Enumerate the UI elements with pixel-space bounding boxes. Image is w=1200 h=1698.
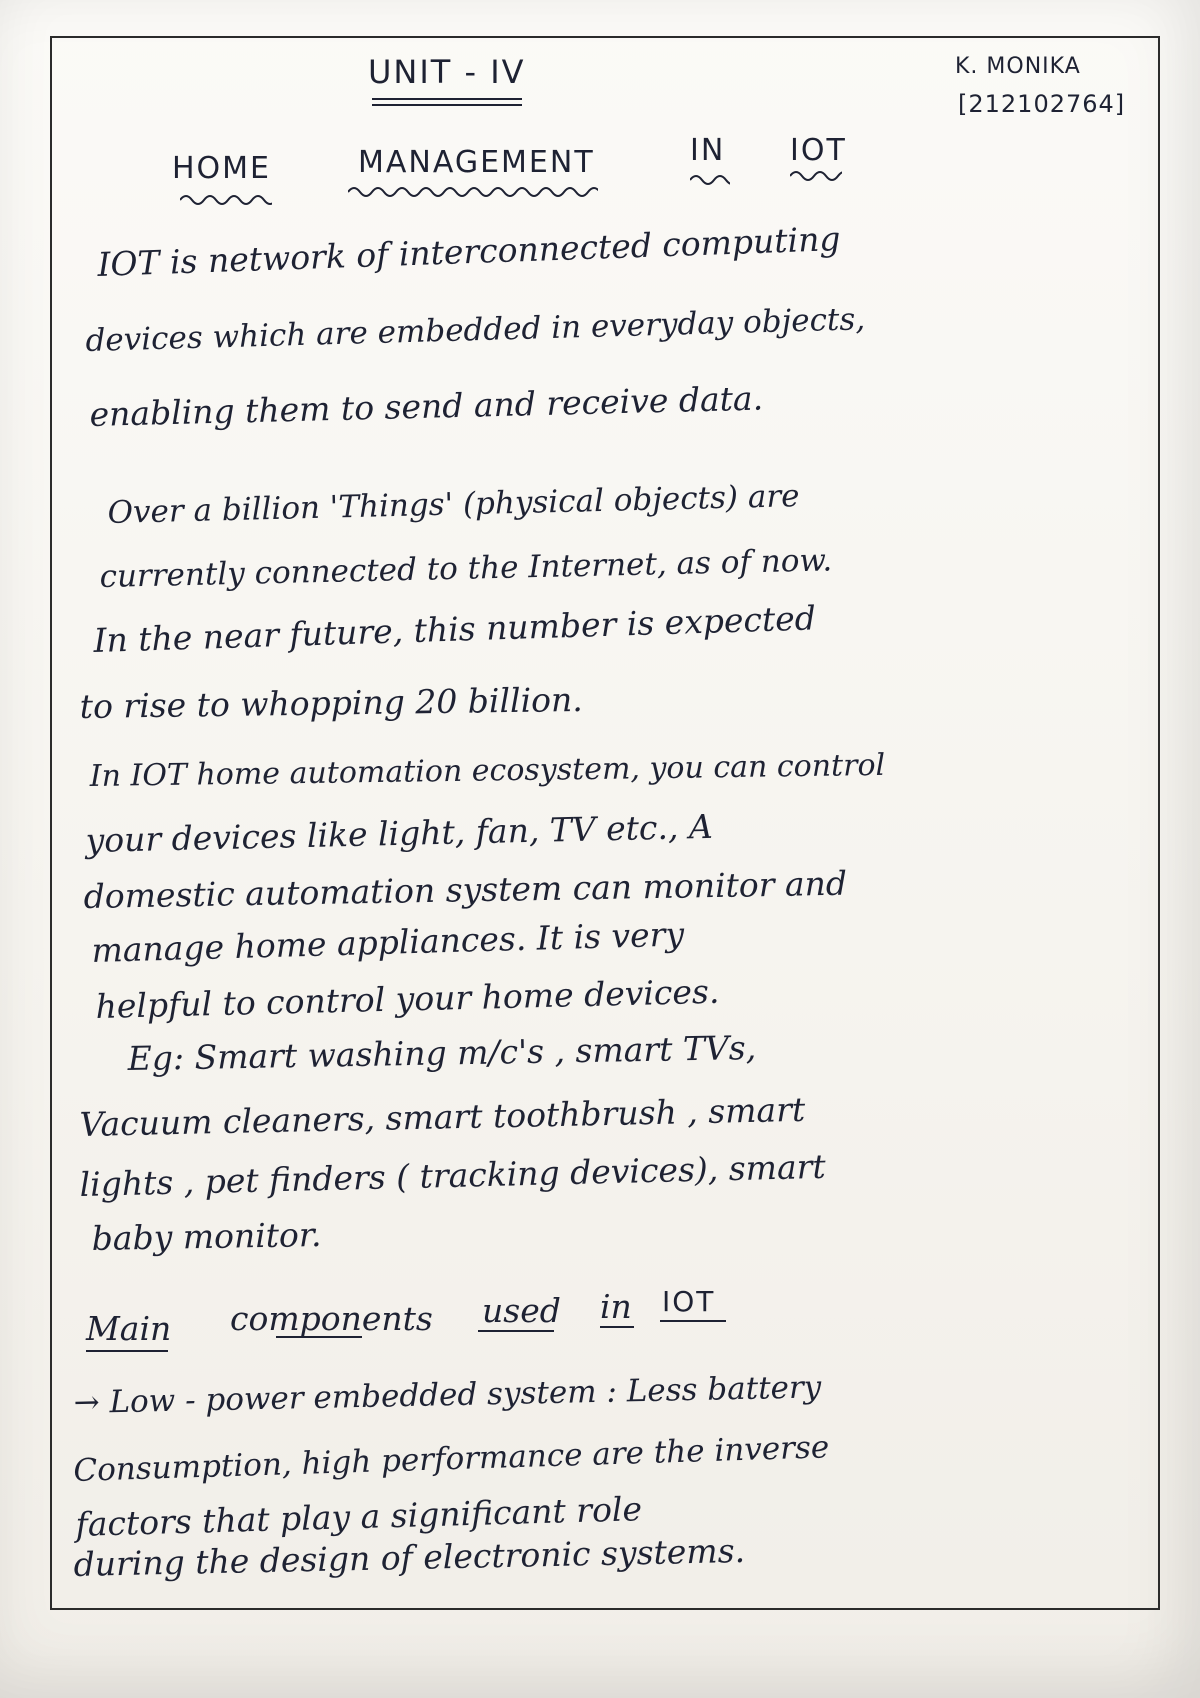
s2-heading-components: components xyxy=(230,1299,433,1338)
p3-line-9: baby monitor. xyxy=(91,1214,322,1258)
p2-line-3: In the near future, this number is expected xyxy=(92,598,817,660)
unit-title: UNIT - IV xyxy=(368,53,526,91)
p3-line-8: lights , pet finders ( tracking devices), smart xyxy=(79,1146,827,1204)
s2-line-1: → Low - power embedded system : Less battery xyxy=(73,1369,822,1421)
title-in-underline xyxy=(690,172,730,186)
p2-line-4: to rise to whopping 20 billion. xyxy=(79,679,583,726)
p2-line-2: currently connected to the Internet, as of now. xyxy=(99,542,833,595)
title-home-underline xyxy=(180,192,272,206)
title-word-home: HOME xyxy=(172,151,272,186)
s2-heading-iot-underline xyxy=(660,1320,726,1322)
p1-line-2: devices which are embedded in everyday objects, xyxy=(85,301,866,359)
p3-line-1: In IOT home automation ecosystem, you can control xyxy=(89,747,886,794)
s2-heading-used-underline xyxy=(478,1330,554,1332)
s2-heading-components-underline xyxy=(276,1336,362,1338)
title-management-underline xyxy=(348,184,598,198)
s2-line-4: during the design of electronic systems. xyxy=(73,1530,746,1584)
p1-line-3: enabling them to send and receive data. xyxy=(89,378,764,434)
p3-line-4: manage home appliances. It is very xyxy=(90,914,685,970)
p3-line-7: Vacuum cleaners, smart toothbrush , smart xyxy=(79,1089,806,1144)
title-word-management: MANAGEMENT xyxy=(358,145,595,180)
s2-heading-in: in xyxy=(600,1287,632,1326)
s2-heading-main-underline xyxy=(86,1350,168,1352)
p2-line-1: Over a billion 'Things' (physical objects) are xyxy=(107,478,800,531)
s2-heading-main: Main xyxy=(86,1309,172,1348)
s2-heading-used: used xyxy=(482,1291,561,1330)
p1-line-1: IOT is network of interconnected computing xyxy=(96,219,842,284)
s2-heading-iot: IOT xyxy=(662,1285,716,1318)
author-id: [212102764] xyxy=(958,90,1126,118)
title-word-iot: IOT xyxy=(790,133,847,168)
author-name: K. MONIKA xyxy=(955,54,1081,79)
p3-line-5: helpful to control your home devices. xyxy=(95,971,720,1026)
s2-line-2: Consumption, high performance are the inverse xyxy=(72,1429,830,1489)
unit-title-underline xyxy=(372,98,522,100)
p3-line-3: domestic automation system can monitor and xyxy=(83,863,848,916)
s2-line-3: factors that play a significant role xyxy=(74,1489,643,1544)
unit-title-underline-2 xyxy=(372,104,522,106)
s2-heading-in-underline xyxy=(600,1326,634,1328)
p3-line-6: Eg: Smart washing m/c's , smart TVs, xyxy=(127,1028,757,1078)
title-iot-underline xyxy=(790,168,842,182)
p3-line-2: your devices like light, fan, TV etc., A xyxy=(85,806,714,860)
title-word-in: IN xyxy=(690,133,726,168)
